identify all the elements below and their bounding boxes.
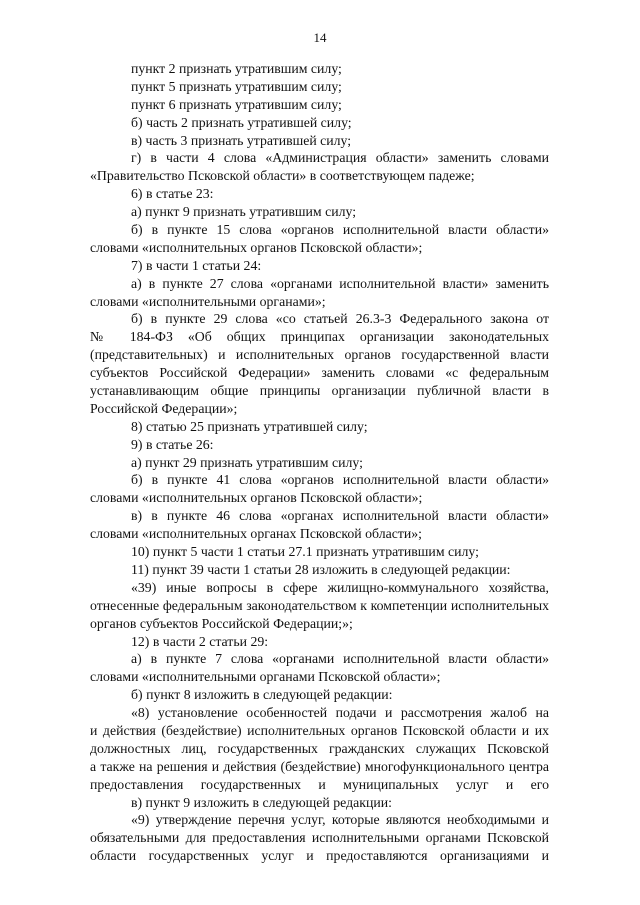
text-line: обязательными для предоставления исполнительными органами Псковской [90, 830, 549, 846]
text-line: в) в пункте 46 слова «органах исполнительной власти области» [131, 508, 549, 524]
text-line: должностных лиц, государственных гражданских служащих Псковской [90, 740, 549, 756]
text-line: «8) установление особенностей подачи и рассмотрения жалоб на [131, 705, 549, 721]
text-line: словами «исполнительными органами»; [90, 293, 326, 309]
text-line: пункт 5 признать утратившим силу; [131, 78, 342, 94]
text-line: области государственных услуг и предоставляются организациями и [90, 848, 549, 864]
text-line: Российской Федерации»; [90, 400, 238, 416]
text-line: пункт 6 признать утратившим силу; [131, 96, 342, 112]
text-line: а) пункт 29 признать утратившим силу; [131, 454, 363, 470]
text-line: 11) пункт 39 части 1 статьи 28 изложить в следующей редакции: [131, 561, 511, 577]
text-line: «39) иные вопросы в сфере жилищно-коммунального хозяйства, [131, 579, 549, 595]
text-line: 6) в статье 23: [131, 186, 214, 202]
text-line: № 184-ФЗ «Об общих принципах организации законодательных [90, 329, 549, 345]
text-line: б) в пункте 15 слова «органов исполнительной власти области» [131, 222, 549, 238]
text-line: словами «исполнительными органами Псковской области»; [90, 669, 441, 685]
text-line: пункт 2 признать утратившим силу; [131, 61, 342, 76]
text-line: словами «исполнительных органов Псковской области»; [90, 239, 423, 255]
text-line: органов субъектов Российской Федерации;»; [90, 615, 353, 631]
page-number: 14 [313, 30, 327, 45]
text-line: б) в пункте 29 слова «со статьей 26.3-3 Федерального закона от [131, 311, 549, 327]
text-line: г) в части 4 слова «Администрация области» заменить словами [131, 150, 549, 166]
text-line: а также на решения и действия (бездействие) многофункционального центра [90, 758, 549, 774]
text-line: 9) в статье 26: [131, 436, 214, 452]
text-line: 12) в части 2 статьи 29: [131, 633, 269, 649]
text-line: словами «исполнительных органов Псковской области»; [90, 490, 423, 506]
text-line: а) в пункте 7 слова «органами исполнительной власти области» [131, 651, 549, 667]
document-body [90, 60, 549, 865]
text-line: предоставления государственных и муниципальных услуг и его [90, 776, 549, 792]
text-line: б) часть 2 признать утратившей силу; [131, 114, 352, 130]
text-line: в) часть 3 признать утратившей силу; [131, 132, 352, 148]
text-line: 8) статью 25 признать утратившей силу; [131, 418, 368, 434]
text-line: б) пункт 8 изложить в следующей редакции: [131, 687, 393, 703]
text-line: б) в пункте 41 слова «органов исполнительной власти области» [131, 472, 549, 488]
text-line: устанавливающим общие принципы организации публичной власти в [90, 383, 549, 399]
text-line: 7) в части 1 статьи 24: [131, 257, 262, 273]
text-line: «9) утверждение перечня услуг, которые являются необходимыми и [131, 812, 549, 828]
text-line: словами «исполнительных органах Псковской области»; [90, 526, 422, 542]
text-line: (представительных) и исполнительных органов государственной власти [90, 347, 549, 363]
text-line: отнесенные федеральным законодательством к компетенции исполнительных [90, 597, 549, 613]
text-line: а) в пункте 27 слова «органами исполнительной власти» заменить [131, 275, 549, 291]
text-line: субъектов Российской Федерации» заменить словами «с федеральным [90, 365, 549, 381]
text-line: и действия (бездействие) исполнительных органов Псковской области и их [90, 722, 549, 738]
text-line: в) пункт 9 изложить в следующей редакции: [131, 794, 392, 810]
text-line: 10) пункт 5 части 1 статьи 27.1 признать утратившим силу; [131, 544, 479, 560]
text-line: а) пункт 9 признать утратившим силу; [131, 204, 357, 220]
text-line: «Правительство Псковской области» в соответствующем падеже; [90, 168, 475, 184]
